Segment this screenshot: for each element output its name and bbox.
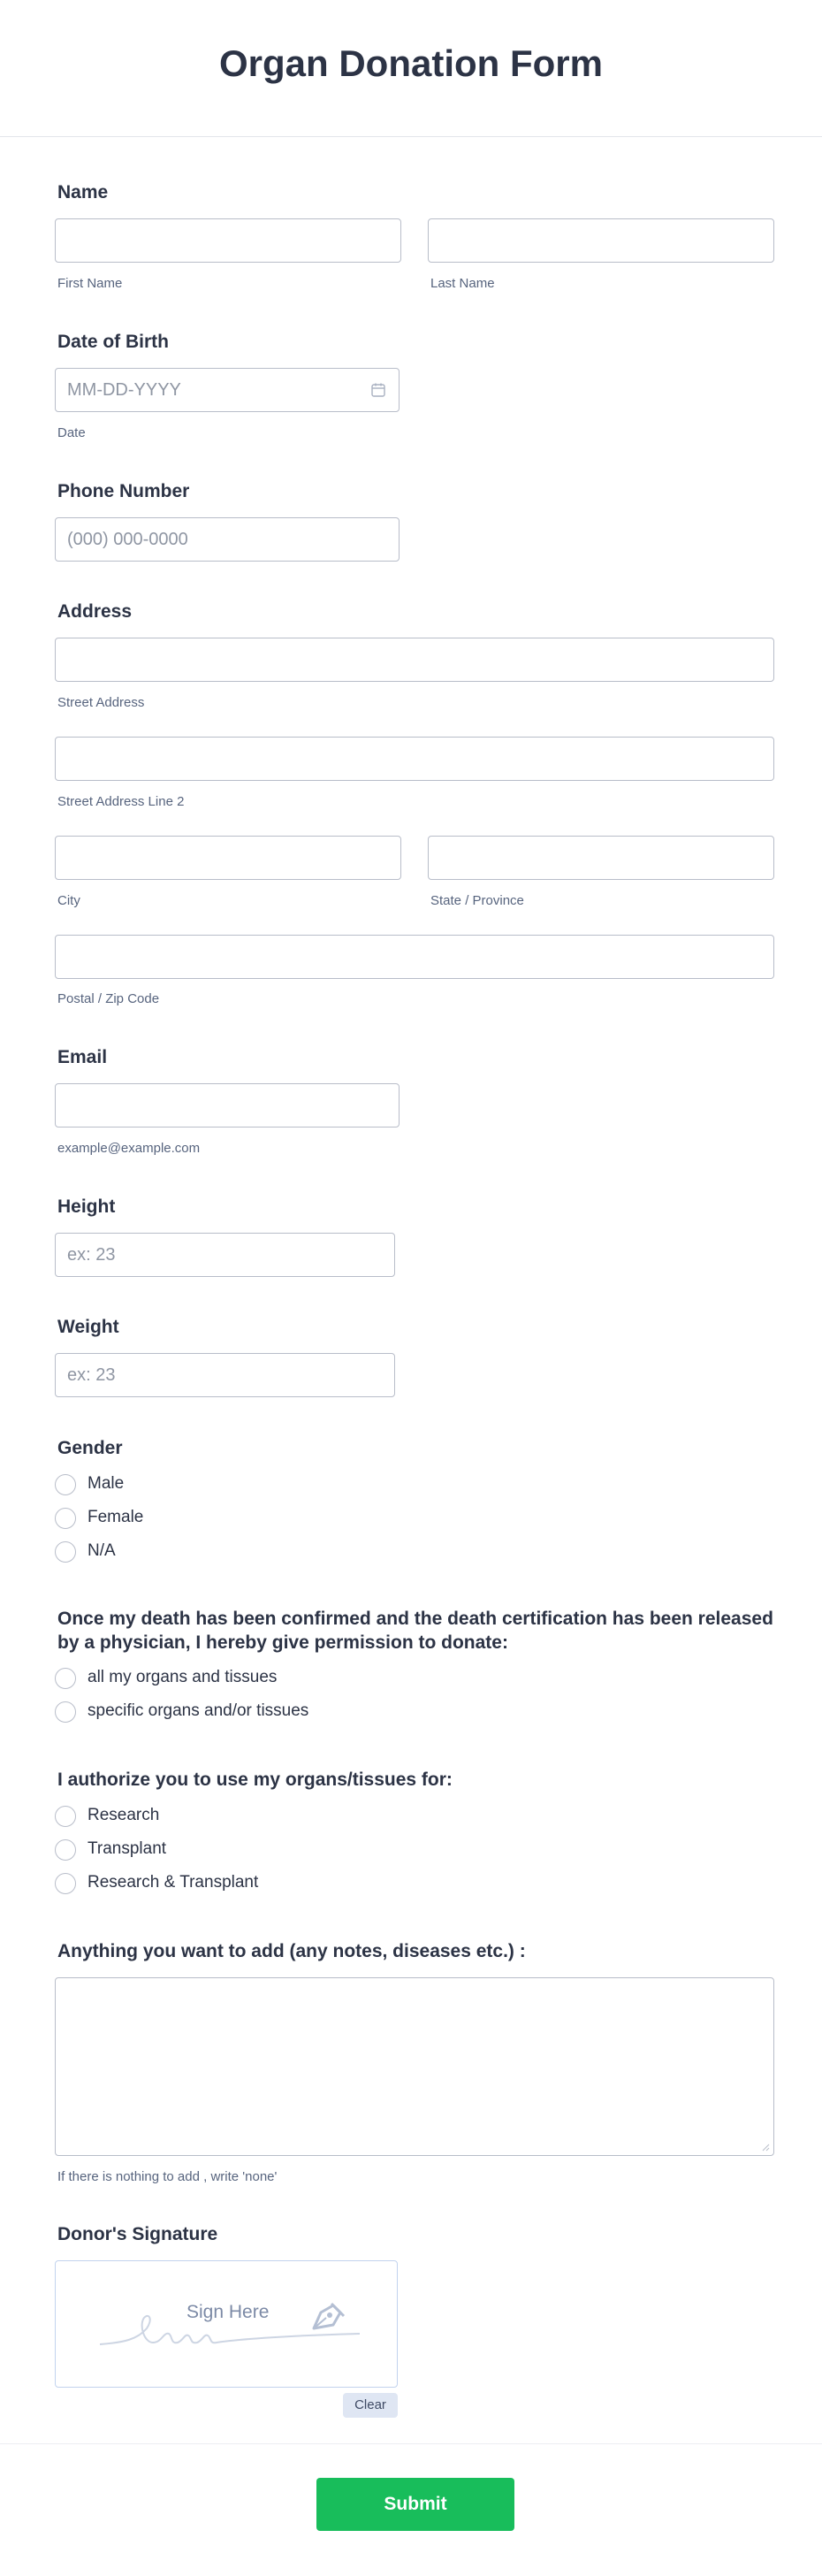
first-name-input[interactable] [55,218,401,263]
dob-placeholder: MM-DD-YYYY [67,380,181,400]
radio-button[interactable] [55,1668,76,1689]
city-input[interactable] [55,836,401,880]
state-input[interactable] [428,836,774,880]
address-label: Address [57,601,133,622]
height-label: Height [57,1196,116,1217]
form-header [0,0,822,137]
form-title: Organ Donation Form [219,42,603,84]
submit-button[interactable]: Submit [316,2478,514,2531]
footer-divider [0,2443,822,2444]
height-input[interactable] [55,1233,395,1277]
authorize-label: I authorize you to use my organs/tissues for: [57,1770,453,1790]
weight-input[interactable] [55,1353,395,1397]
state-sublabel: State / Province [430,893,524,908]
postal-code-input[interactable] [55,935,774,979]
dob-input[interactable] [55,368,400,412]
street-address-sublabel: Street Address [57,695,145,710]
radio-button[interactable] [55,1541,76,1563]
street-address-line2-input[interactable] [55,737,774,781]
radio-button[interactable] [55,1508,76,1529]
notes-label: Anything you want to add (any notes, diseases etc.) : [57,1941,526,1961]
name-label: Name [57,182,109,203]
postal-code-sublabel: Postal / Zip Code [57,991,160,1006]
email-label: Email [57,1047,108,1067]
calendar-icon[interactable] [370,382,386,402]
last-name-sublabel: Last Name [430,276,495,291]
street-address-input[interactable] [55,638,774,682]
dob-sublabel: Date [57,425,86,440]
phone-label: Phone Number [57,481,190,501]
radio-button[interactable] [55,1474,76,1495]
signature-label: Donor's Signature [57,2224,218,2244]
radio-button[interactable] [55,1806,76,1827]
city-sublabel: City [57,893,80,908]
notes-textarea[interactable] [55,1977,774,2156]
street-address-line2-sublabel: Street Address Line 2 [57,794,185,809]
permission-label: Once my death has been confirmed and the death certification has been released by a physician, I hereby give permission to donate: [57,1609,773,1653]
signature-placeholder: Sign Here [186,2302,270,2322]
weight-placeholder: ex: 23 [67,1365,116,1385]
signature-pad[interactable] [55,2260,398,2388]
weight-label: Weight [57,1317,119,1337]
radio-button[interactable] [55,1839,76,1861]
phone-placeholder: (000) 000-0000 [67,530,188,549]
notes-sublabel: If there is nothing to add , write 'none' [57,2169,278,2184]
phone-input[interactable] [55,517,400,562]
resize-handle-icon[interactable] [761,2143,770,2152]
email-sublabel: example@example.com [57,1141,201,1156]
gender-label: Gender [57,1438,123,1458]
radio-button[interactable] [55,1873,76,1894]
first-name-sublabel: First Name [57,276,123,291]
height-placeholder: ex: 23 [67,1245,116,1265]
email-input[interactable] [55,1083,400,1127]
dob-label: Date of Birth [57,332,169,352]
pen-icon [308,2300,347,2335]
clear-signature-button[interactable]: Clear [343,2393,398,2418]
radio-button[interactable] [55,1701,76,1723]
last-name-input[interactable] [428,218,774,263]
